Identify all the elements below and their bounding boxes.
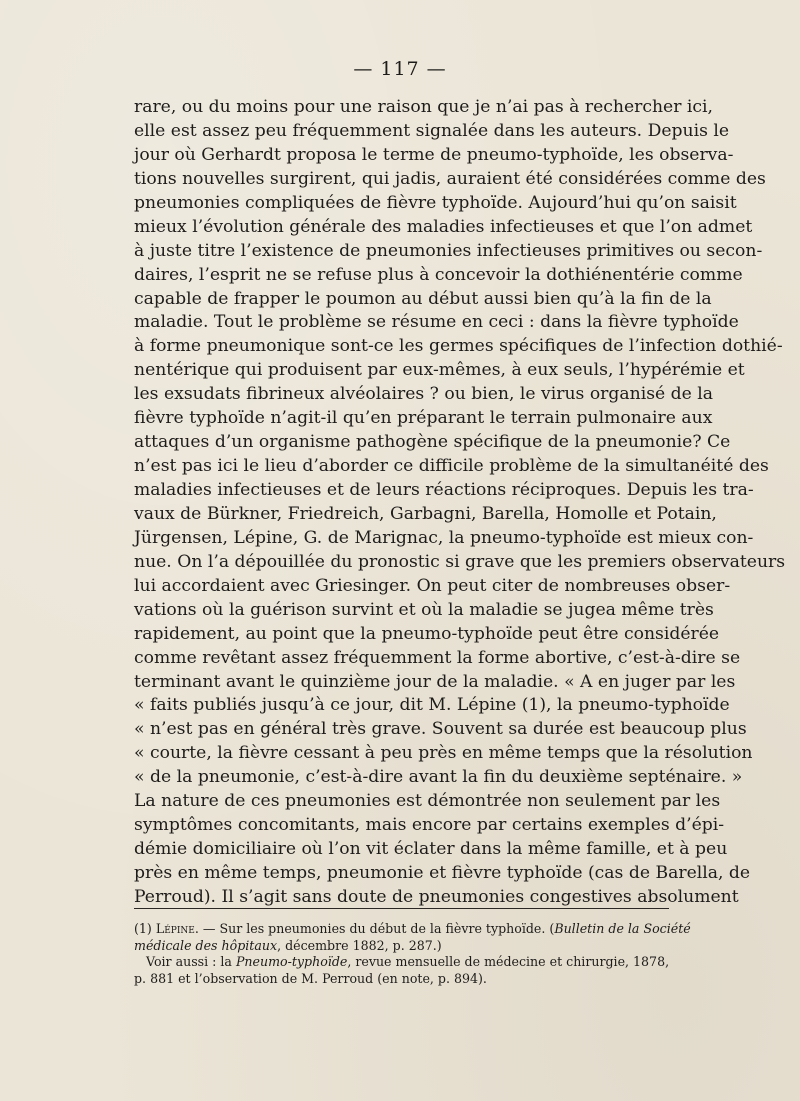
text-line: maladies infectieuses et de leurs réactions réciproques. Depuis les tra- <box>134 480 754 500</box>
text-line: fièvre typhoïde n’agit-il qu’en préparant le terrain pulmonaire aux <box>134 408 713 429</box>
footnote-rule <box>134 908 669 909</box>
text-line: nue. On l’a dépouillée du pronostic si grave que les premiers observateurs <box>134 551 786 572</box>
text-line: « n’est pas en général très grave. Souvent sa durée est beaucoup plus <box>134 719 747 740</box>
text-line: daires, l’esprit ne se refuse plus à concevoir la dothiénentérie comme <box>134 264 743 285</box>
text-line: vations où la guérison survint et où la maladie se jugea même très <box>134 599 714 620</box>
text-line: vaux de Bürkner, Friedreich, Garbagni, Barella, Homolle et Potain, <box>134 503 717 524</box>
text-line: pneumonies compliquées de fièvre typhoïde. Aujourd’hui qu’on saisit <box>134 192 737 213</box>
text-line: lui accordaient avec Griesinger. On peut citer de nombreuses obser- <box>134 575 731 596</box>
text-line: « courte, la fièvre cessant à peu près en même temps que la résolution <box>134 743 753 764</box>
text-line: n’est pas ici le lieu d’aborder ce difficile problème de la simultanéité des <box>134 456 769 477</box>
text-line: comme revêtant assez fréquemment la forme abortive, c’est-à-dire se <box>134 647 741 668</box>
footnote-1-line-1: (1) Lépine. — Sur les pneumonies du début de la fièvre typhoïde. (Bulletin de la Société <box>134 921 691 936</box>
text-line: Jürgensen, Lépine, G. de Marignac, la pneumo-typhoïde est mieux con- <box>134 527 754 548</box>
text-line: démie domiciliaire où l’on vit éclater dans la même famille, et à peu <box>134 839 728 860</box>
article-title: Pneumo-typhoïde <box>235 954 348 969</box>
text-line: symptômes concomitants, mais encore par certains exemples d’épi- <box>134 815 725 836</box>
page-number: — 117 — <box>353 58 447 80</box>
footnote-2-line-2: p. 881 et l’observation de M. Perroud (en note, p. 894). <box>134 970 487 986</box>
text-line: mieux l’évolution générale des maladies infectieuses et que l’on admet <box>134 216 753 237</box>
text-line: à juste titre l’existence de pneumonies infectieuses primitives ou secon- <box>134 240 763 261</box>
text-line: attaques d’un organisme pathogène spécifique de la pneumonie? Ce <box>134 432 731 453</box>
text-line: jour où Gerhardt proposa le terme de pneumo-typhoïde, les observa- <box>134 144 734 165</box>
text-line: « de la pneumonie, c’est-à-dire avant la fin du deuxième septénaire. » <box>134 767 743 788</box>
text-line: tions nouvelles surgirent, qui jadis, auraient été considérées comme des <box>134 168 766 189</box>
text-line: rapidement, au point que la pneumo-typhoïde peut être considérée <box>134 623 720 644</box>
text-line: Perroud). Il s’agit sans doute de pneumonies congestives absolument <box>134 886 739 907</box>
body-text <box>134 96 786 910</box>
text-line: près en même temps, pneumonie et fièvre typhoïde (cas de Barella, de <box>134 863 751 883</box>
footnote-author: Lépine. <box>155 921 199 936</box>
text-line: les exsudats fibrineux alvéolaires ? ou bien, le virus organisé de la <box>134 384 714 405</box>
text-line: à forme pneumonique sont-ce les germes spécifiques de l’infection dothié- <box>134 336 783 357</box>
text-line: elle est assez peu fréquemment signalée dans les auteurs. Depuis le <box>134 120 730 141</box>
text-line: nentérique qui produisent par eux-mêmes, à eux seuls, l’hypérémie et <box>134 360 745 381</box>
text-line: La nature de ces pneumonies est démontrée non seulement par les <box>134 791 721 812</box>
text-line: terminant avant le quinzième jour de la maladie. « A en juger par les <box>134 671 736 692</box>
footnote-2-line-1: Voir aussi : la Pneumo-typhoïde, revue mensuelle de médecine et chirurgie, 1878, <box>146 954 670 969</box>
text-line: rare, ou du moins pour une raison que je n’ai pas à rechercher ici, <box>134 97 713 117</box>
footnote-1-line-2: médicale des hôpitaux, décembre 1882, p. 287.) <box>134 937 442 953</box>
text-line: « faits publiés jusqu’à ce jour, dit M. Lépine (1), la pneumo-typhoïde <box>134 695 730 716</box>
text-line: maladie. Tout le problème se résume en ceci : dans la fièvre typhoïde <box>134 312 739 333</box>
footnotes <box>134 921 691 987</box>
text-line: capable de frapper le poumon au début aussi bien qu’à la fin de la <box>134 288 712 309</box>
journal-title: Bulletin de la Société <box>554 921 691 936</box>
